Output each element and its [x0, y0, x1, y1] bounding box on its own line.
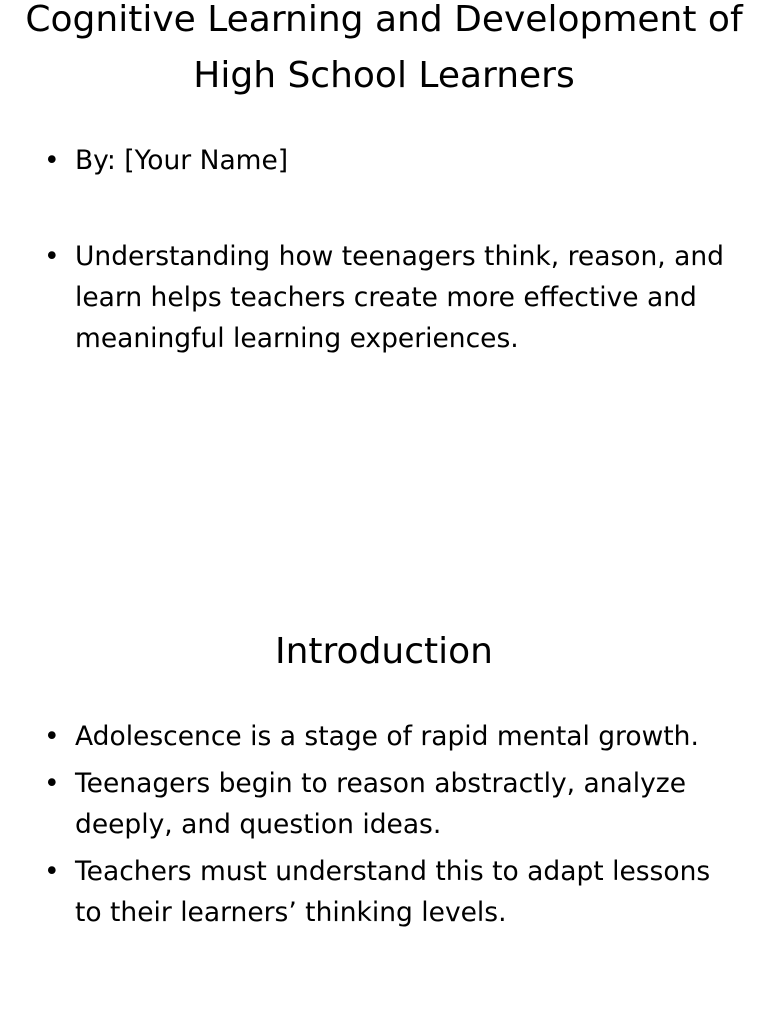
bullet-item: [44, 851, 734, 933]
bullet-marker: •: [44, 241, 60, 272]
bullet-marker: •: [44, 768, 60, 799]
bullet-item: [44, 236, 734, 359]
slide-title: Introduction: [274, 631, 493, 672]
bullet-text: Teachers must understand this to adapt lessons to their learners’ thinking levels.: [75, 856, 711, 928]
bullet-marker: •: [44, 721, 60, 752]
bullet-marker: •: [44, 856, 60, 887]
introduction-slide: [0, 560, 768, 1024]
bullet-list: [44, 140, 734, 359]
bullet-marker: •: [44, 145, 60, 176]
bullet-list: [44, 716, 734, 933]
bullet-text: Adolescence is a stage of rapid mental growth.: [75, 721, 699, 752]
bullet-text: Understanding how teenagers think, reason, and learn helps teachers create more effective and meaningful learning experiences.: [75, 241, 724, 354]
slide-title: Cognitive Learning and Development of High School Learners: [25, 0, 743, 96]
bullet-text: Teenagers begin to reason abstractly, analyze deeply, and question ideas.: [75, 768, 687, 840]
bullet-item: [44, 716, 734, 757]
bullet-item: [44, 140, 734, 181]
bullet-text: By: [Your Name]: [75, 145, 289, 176]
bullet-item: [44, 763, 734, 845]
